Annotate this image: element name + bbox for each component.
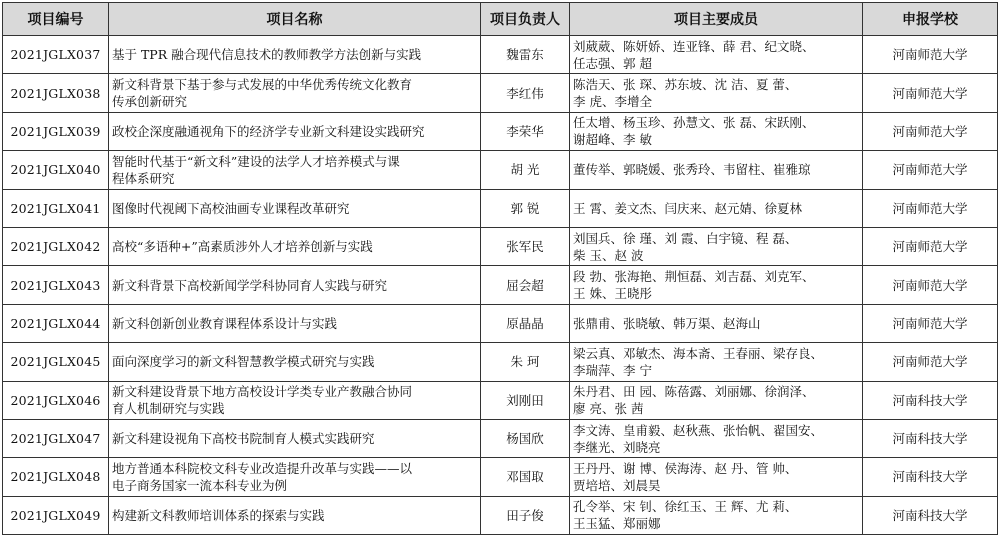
cell-project-name [109,343,481,381]
cell-project-members-text: 董传举、郭晓媛、张秀玲、韦留柱、崔雅琼 [573,162,811,178]
cell-school [863,458,998,496]
cell-project-name [109,266,481,304]
cell-school [863,304,998,342]
cell-school [863,112,998,150]
cell-school [863,74,998,112]
cell-project-id [3,343,109,381]
cell-project-lead [481,112,570,150]
cell-project-members-text: 王丹丹、谢 博、侯海涛、赵 丹、管 帅、 贾培培、刘晨昊 [573,460,798,493]
cell-project-lead [481,496,570,534]
cell-project-id-text: 2021JGLX041 [10,200,101,216]
cell-project-lead [481,343,570,381]
cell-project-id-text: 2021JGLX043 [10,277,101,293]
cell-school [863,36,998,74]
cell-project-name-text: 图像时代视阈下高校油画专业课程改革研究 [112,200,350,216]
cell-project-name-text: 新文科建设背景下地方高校设计学类专业产教融合协同 育人机制研究与实践 [112,384,413,417]
cell-project-members [570,112,863,150]
cell-project-id [3,189,109,227]
project-table [2,2,998,535]
table-row [3,419,998,457]
cell-project-id [3,151,109,189]
cell-school [863,189,998,227]
table-row [3,74,998,112]
cell-school-text: 河南科技大学 [892,507,968,523]
cell-school [863,381,998,419]
table-row [3,458,998,496]
cell-project-id [3,227,109,265]
cell-project-lead-text: 原晶晶 [506,315,544,331]
cell-project-id [3,112,109,150]
cell-school-text: 河南科技大学 [892,392,968,408]
cell-project-members [570,458,863,496]
cell-project-name-text: 高校“多语种+”高素质涉外人才培养创新与实践 [112,239,373,255]
cell-project-members [570,304,863,342]
cell-project-id-text: 2021JGLX038 [10,85,101,101]
table-row [3,36,998,74]
cell-school-text: 河南师范大学 [892,47,968,63]
cell-project-id [3,266,109,304]
cell-project-id-text: 2021JGLX037 [10,47,101,63]
cell-school-text: 河南师范大学 [892,200,968,216]
cell-school [863,419,998,457]
cell-project-id-text: 2021JGLX047 [10,431,101,447]
cell-project-name-text: 智能时代基于“新文科”建设的法学人才培养模式与课 程体系研究 [112,153,400,186]
cell-project-name-text: 新文科背景下高校新闻学学科协同育人实践与研究 [112,277,388,293]
cell-project-members [570,189,863,227]
cell-project-lead [481,227,570,265]
cell-project-id [3,496,109,534]
cell-project-lead-text: 邓国取 [506,469,544,485]
cell-project-lead [481,304,570,342]
cell-project-name [109,227,481,265]
cell-project-name-text: 构建新文科教师培训体系的探索与实践 [112,507,325,523]
table-row [3,304,998,342]
cell-project-lead-text: 郭 锐 [510,200,540,216]
cell-project-name [109,496,481,534]
cell-project-name-text: 地方普通本科院校文科专业改造提升改革与实践——以 电子商务国家一流本科专业为例 [112,460,413,493]
table-row [3,496,998,534]
cell-project-members-text: 朱丹君、田 园、陈蓓露、刘丽娜、徐润泽、 廖 亮、张 茜 [573,384,815,417]
cell-school-text: 河南师范大学 [892,315,968,331]
cell-project-id-text: 2021JGLX046 [10,392,101,408]
cell-project-name [109,304,481,342]
cell-project-id-text: 2021JGLX049 [10,507,101,523]
cell-school-text: 河南师范大学 [892,85,968,101]
cell-project-name [109,189,481,227]
cell-project-members-text: 陈浩天、张 琛、苏东坡、沈 洁、夏 蕾、 李 虎、李增全 [573,77,798,110]
cell-project-members-text: 任太增、杨玉珍、孙慧文、张 磊、宋跃刚、 谢超峰、李 敏 [573,115,815,148]
cell-project-members [570,151,863,189]
cell-school-text: 河南师范大学 [892,239,968,255]
cell-project-id-text: 2021JGLX045 [10,354,101,370]
cell-project-lead-text: 李红伟 [506,85,544,101]
cell-school-text: 河南师范大学 [892,123,968,139]
cell-project-members [570,381,863,419]
header-project-members: 项目主要成员 [570,3,863,36]
cell-project-id [3,74,109,112]
cell-project-lead [481,381,570,419]
table-row [3,343,998,381]
cell-school-text: 河南师范大学 [892,162,968,178]
cell-project-name [109,36,481,74]
cell-project-members [570,36,863,74]
cell-project-name [109,419,481,457]
cell-project-lead-text: 屈会超 [506,277,544,293]
cell-project-lead-text: 李荣华 [506,123,544,139]
cell-project-name [109,74,481,112]
cell-project-lead-text: 刘刚田 [506,392,544,408]
table-row [3,189,998,227]
cell-project-members [570,496,863,534]
cell-project-lead [481,189,570,227]
cell-project-lead [481,74,570,112]
cell-school-text: 河南师范大学 [892,354,968,370]
table-row [3,151,998,189]
cell-project-lead [481,151,570,189]
cell-project-name-text: 新文科背景下基于参与式发展的中华优秀传统文化教育 传承创新研究 [112,77,413,110]
cell-project-id [3,304,109,342]
cell-project-lead [481,266,570,304]
table-row [3,112,998,150]
cell-school-text: 河南师范大学 [892,277,968,293]
cell-project-id-text: 2021JGLX039 [10,123,101,139]
cell-project-id [3,36,109,74]
cell-school [863,151,998,189]
cell-project-members-text: 孔令举、宋 钊、徐红玉、王 辉、尤 莉、 王玉猛、郑丽娜 [573,499,798,532]
cell-project-lead-text: 田子俊 [506,507,544,523]
cell-project-members [570,343,863,381]
cell-project-lead-text: 杨国欣 [506,431,544,447]
cell-project-members [570,266,863,304]
cell-project-lead-text: 魏雷东 [506,47,544,63]
cell-project-members [570,74,863,112]
cell-project-members-text: 段 勃、张海艳、荆恒磊、刘吉磊、刘克军、 王 姝、王晓彤 [573,269,815,302]
cell-project-name-text: 面向深度学习的新文科智慧教学模式研究与实践 [112,354,375,370]
cell-school [863,266,998,304]
cell-school [863,343,998,381]
cell-project-lead [481,36,570,74]
cell-project-name-text: 新文科建设视角下高校书院制育人模式实践研究 [112,431,375,447]
cell-project-id [3,458,109,496]
cell-project-members-text: 刘国兵、徐 瑾、刘 霞、白宇镜、程 磊、 柴 玉、赵 波 [573,230,798,263]
cell-project-id-text: 2021JGLX044 [10,315,101,331]
cell-project-members-text: 刘葳葳、陈妍娇、连亚锋、薛 君、纪文晓、 任志强、郭 超 [573,38,815,71]
header-school: 申报学校 [863,3,998,36]
header-row [3,3,998,36]
table-row [3,227,998,265]
cell-project-members [570,419,863,457]
cell-project-name [109,381,481,419]
cell-project-name-text: 政校企深度融通视角下的经济学专业新文科建设实践研究 [112,123,425,139]
cell-project-lead-text: 朱 珂 [510,354,540,370]
cell-project-lead-text: 胡 光 [510,162,540,178]
table-row [3,266,998,304]
cell-project-name [109,112,481,150]
cell-project-members-text: 张鼎甫、张晓敏、韩万渠、赵海山 [573,315,761,331]
cell-school-text: 河南科技大学 [892,431,968,447]
cell-project-name [109,151,481,189]
cell-project-id-text: 2021JGLX048 [10,469,101,485]
cell-project-lead [481,419,570,457]
cell-project-id-text: 2021JGLX040 [10,162,101,178]
cell-project-id [3,419,109,457]
cell-project-lead [481,458,570,496]
cell-project-name [109,458,481,496]
header-project-lead: 项目负责人 [481,3,570,36]
cell-project-members [570,227,863,265]
cell-project-id [3,381,109,419]
cell-school [863,496,998,534]
header-project-name: 项目名称 [109,3,481,36]
cell-project-members-text: 李文涛、皇甫毅、赵秋燕、张怡帆、翟国安、 李继光、刘晓亮 [573,422,824,455]
table-body [3,36,998,535]
cell-project-name-text: 新文科创新创业教育课程体系设计与实践 [112,315,338,331]
cell-school [863,227,998,265]
cell-project-id-text: 2021JGLX042 [10,239,101,255]
cell-project-lead-text: 张军民 [506,239,544,255]
table-row [3,381,998,419]
cell-project-members-text: 王 霄、姜文杰、闫庆来、赵元婧、徐夏林 [573,200,802,216]
header-project-id: 项目编号 [3,3,109,36]
cell-school-text: 河南科技大学 [892,469,968,485]
cell-project-members-text: 梁云真、邓敏杰、海本斋、王春丽、梁存良、 李瑞萍、李 宁 [573,345,824,378]
cell-project-name-text: 基于 TPR 融合现代信息技术的教师教学方法创新与实践 [112,47,422,63]
